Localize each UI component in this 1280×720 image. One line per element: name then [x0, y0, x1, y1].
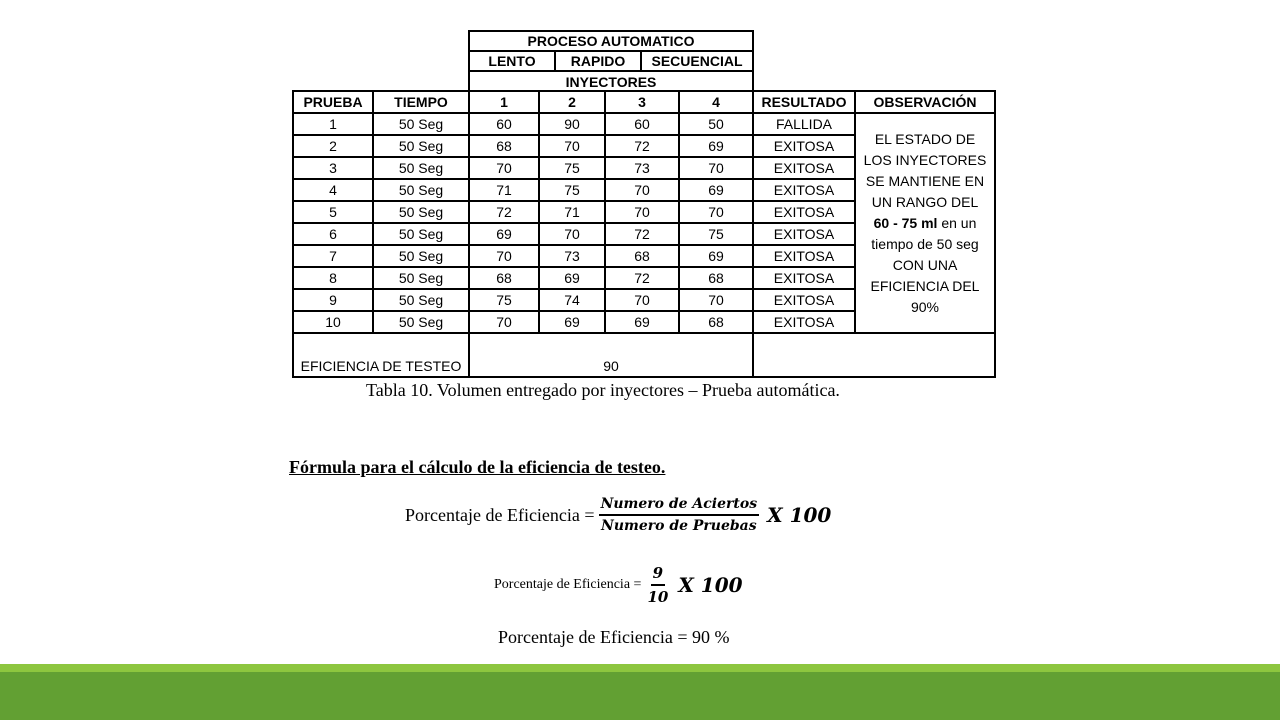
col-tiempo: TIEMPO [372, 90, 470, 114]
col-resultado: RESULTADO [752, 90, 856, 114]
mode-lento: LENTO [468, 50, 556, 72]
header-process: PROCESO AUTOMATICO [468, 30, 754, 52]
table-cell-tiempo: 50 Seg [372, 156, 470, 180]
table-cell-tiempo: 50 Seg [372, 200, 470, 224]
table-cell-resultado: EXITOSA [752, 200, 856, 224]
table-cell-resultado: EXITOSA [752, 310, 856, 334]
observation-text: 90% [910, 298, 940, 315]
table-cell-tiempo: 50 Seg [372, 266, 470, 290]
table-cell-inj2: 69 [538, 266, 606, 290]
formula-numerator: Numero de Aciertos [599, 496, 760, 516]
footer-accent-bar [0, 664, 1280, 672]
table-cell-inj1: 60 [468, 112, 540, 136]
table-cell-prueba: 1 [292, 112, 374, 136]
efficiency-value: 90 [468, 332, 754, 378]
col-injector-2: 2 [538, 90, 606, 114]
table-cell-prueba: 3 [292, 156, 374, 180]
table-cell-tiempo: 50 Seg [372, 288, 470, 312]
table-cell-inj1: 70 [468, 244, 540, 268]
table-cell-prueba: 6 [292, 222, 374, 246]
formula-denominator: Numero de Pruebas [601, 518, 757, 534]
table-cell-inj3: 68 [604, 244, 680, 268]
col-observacion: OBSERVACIÓN [854, 90, 996, 114]
efficiency-blank [752, 332, 996, 378]
observation-line [911, 297, 939, 318]
table-cell-inj2: 70 [538, 134, 606, 158]
table-cell-inj3: 73 [604, 156, 680, 180]
efficiency-label: EFICIENCIA DE TESTEO [292, 332, 470, 378]
formula-multiplier: X 100 [767, 503, 832, 527]
table-cell-prueba: 9 [292, 288, 374, 312]
table-cell-prueba: 7 [292, 244, 374, 268]
efficiency-substitution [494, 564, 743, 606]
table-cell-inj2: 90 [538, 112, 606, 136]
observation-line [893, 255, 958, 276]
substitution-multiplier: X 100 [678, 573, 743, 597]
table-cell-inj1: 68 [468, 266, 540, 290]
table-cell-inj1: 70 [468, 156, 540, 180]
table-cell-tiempo: 50 Seg [372, 178, 470, 202]
table-cell-inj3: 72 [604, 134, 680, 158]
observation-text: SE MANTIENE EN [865, 172, 985, 189]
table-cell-tiempo: 50 Seg [372, 244, 470, 268]
table-cell-prueba: 8 [292, 266, 374, 290]
formula-title: Fórmula para el cálculo de la eficiencia de testeo. [289, 457, 666, 477]
injectors-label: INYECTORES [468, 70, 754, 92]
formula-fraction [599, 496, 760, 534]
col-injector-3: 3 [604, 90, 680, 114]
table-cell-prueba: 5 [292, 200, 374, 224]
observation-text: LOS INYECTORES [863, 151, 987, 168]
table-cell-inj4: 75 [678, 222, 754, 246]
efficiency-formula [405, 496, 831, 534]
table-cell-inj2: 74 [538, 288, 606, 312]
table-cell-inj1: 69 [468, 222, 540, 246]
observation-line [871, 276, 980, 297]
observation-line [872, 192, 979, 213]
observation-text: EL ESTADO DE [874, 130, 976, 147]
table-cell-inj4: 70 [678, 200, 754, 224]
table-cell-prueba: 10 [292, 310, 374, 334]
table-cell-inj4: 70 [678, 156, 754, 180]
table-cell-resultado: EXITOSA [752, 288, 856, 312]
table-cell-resultado: EXITOSA [752, 156, 856, 180]
table-cell-inj3: 60 [604, 112, 680, 136]
observation-note [854, 112, 996, 334]
observation-line [875, 129, 975, 150]
observation-line [874, 213, 977, 234]
table-cell-inj1: 68 [468, 134, 540, 158]
observation-text-rest: en un [937, 214, 977, 231]
table-cell-inj2: 71 [538, 200, 606, 224]
observation-text: EFICIENCIA DEL [870, 277, 980, 294]
table-cell-inj3: 69 [604, 310, 680, 334]
table-cell-inj2: 73 [538, 244, 606, 268]
table-cell-prueba: 4 [292, 178, 374, 202]
col-injector-1: 1 [468, 90, 540, 114]
table-cell-inj4: 69 [678, 244, 754, 268]
table-cell-prueba: 2 [292, 134, 374, 158]
table-cell-inj3: 72 [604, 222, 680, 246]
table-cell-inj1: 71 [468, 178, 540, 202]
table-cell-inj4: 69 [678, 134, 754, 158]
table-cell-inj3: 70 [604, 200, 680, 224]
table-cell-inj3: 70 [604, 178, 680, 202]
table-cell-inj2: 70 [538, 222, 606, 246]
table-cell-resultado: EXITOSA [752, 134, 856, 158]
table-cell-tiempo: 50 Seg [372, 310, 470, 334]
table-cell-inj4: 68 [678, 266, 754, 290]
table-cell-inj2: 75 [538, 178, 606, 202]
table-cell-inj2: 75 [538, 156, 606, 180]
formula-lhs: Porcentaje de Eficiencia = [405, 504, 595, 525]
table-cell-inj4: 69 [678, 178, 754, 202]
table-cell-inj2: 69 [538, 310, 606, 334]
substitution-numerator: 9 [651, 564, 665, 586]
observation-text: tiempo de 50 seg [871, 235, 979, 252]
table-cell-inj1: 75 [468, 288, 540, 312]
table-cell-resultado: EXITOSA [752, 266, 856, 290]
table-cell-inj1: 70 [468, 310, 540, 334]
table-caption: Tabla 10. Volumen entregado por inyectores – Prueba automática. [366, 380, 840, 400]
table-cell-inj3: 70 [604, 288, 680, 312]
table-cell-tiempo: 50 Seg [372, 222, 470, 246]
observation-text: UN RANGO DEL [871, 193, 979, 210]
efficiency-result: Porcentaje de Eficiencia = 90 % [498, 627, 730, 647]
table-cell-inj4: 68 [678, 310, 754, 334]
table-cell-inj1: 72 [468, 200, 540, 224]
col-prueba: PRUEBA [292, 90, 374, 114]
observation-text: 60 - 75 ml [873, 214, 938, 231]
table-cell-tiempo: 50 Seg [372, 112, 470, 136]
observation-line [871, 234, 978, 255]
observation-line [864, 150, 987, 171]
table-cell-inj3: 72 [604, 266, 680, 290]
substitution-denominator: 10 [647, 588, 669, 606]
mode-rapido: RAPIDO [554, 50, 642, 72]
mode-secuencial: SECUENCIAL [640, 50, 754, 72]
col-injector-4: 4 [678, 90, 754, 114]
substitution-fraction [645, 564, 670, 606]
table-cell-resultado: EXITOSA [752, 178, 856, 202]
observation-line [866, 171, 984, 192]
table-cell-resultado: EXITOSA [752, 222, 856, 246]
table-cell-resultado: FALLIDA [752, 112, 856, 136]
substitution-lhs: Porcentaje de Eficiencia = [494, 577, 642, 592]
table-cell-resultado: EXITOSA [752, 244, 856, 268]
footer-bar [0, 672, 1280, 720]
observation-text: CON UNA [892, 256, 958, 273]
table-cell-inj4: 70 [678, 288, 754, 312]
table-cell-tiempo: 50 Seg [372, 134, 470, 158]
table-cell-inj4: 50 [678, 112, 754, 136]
